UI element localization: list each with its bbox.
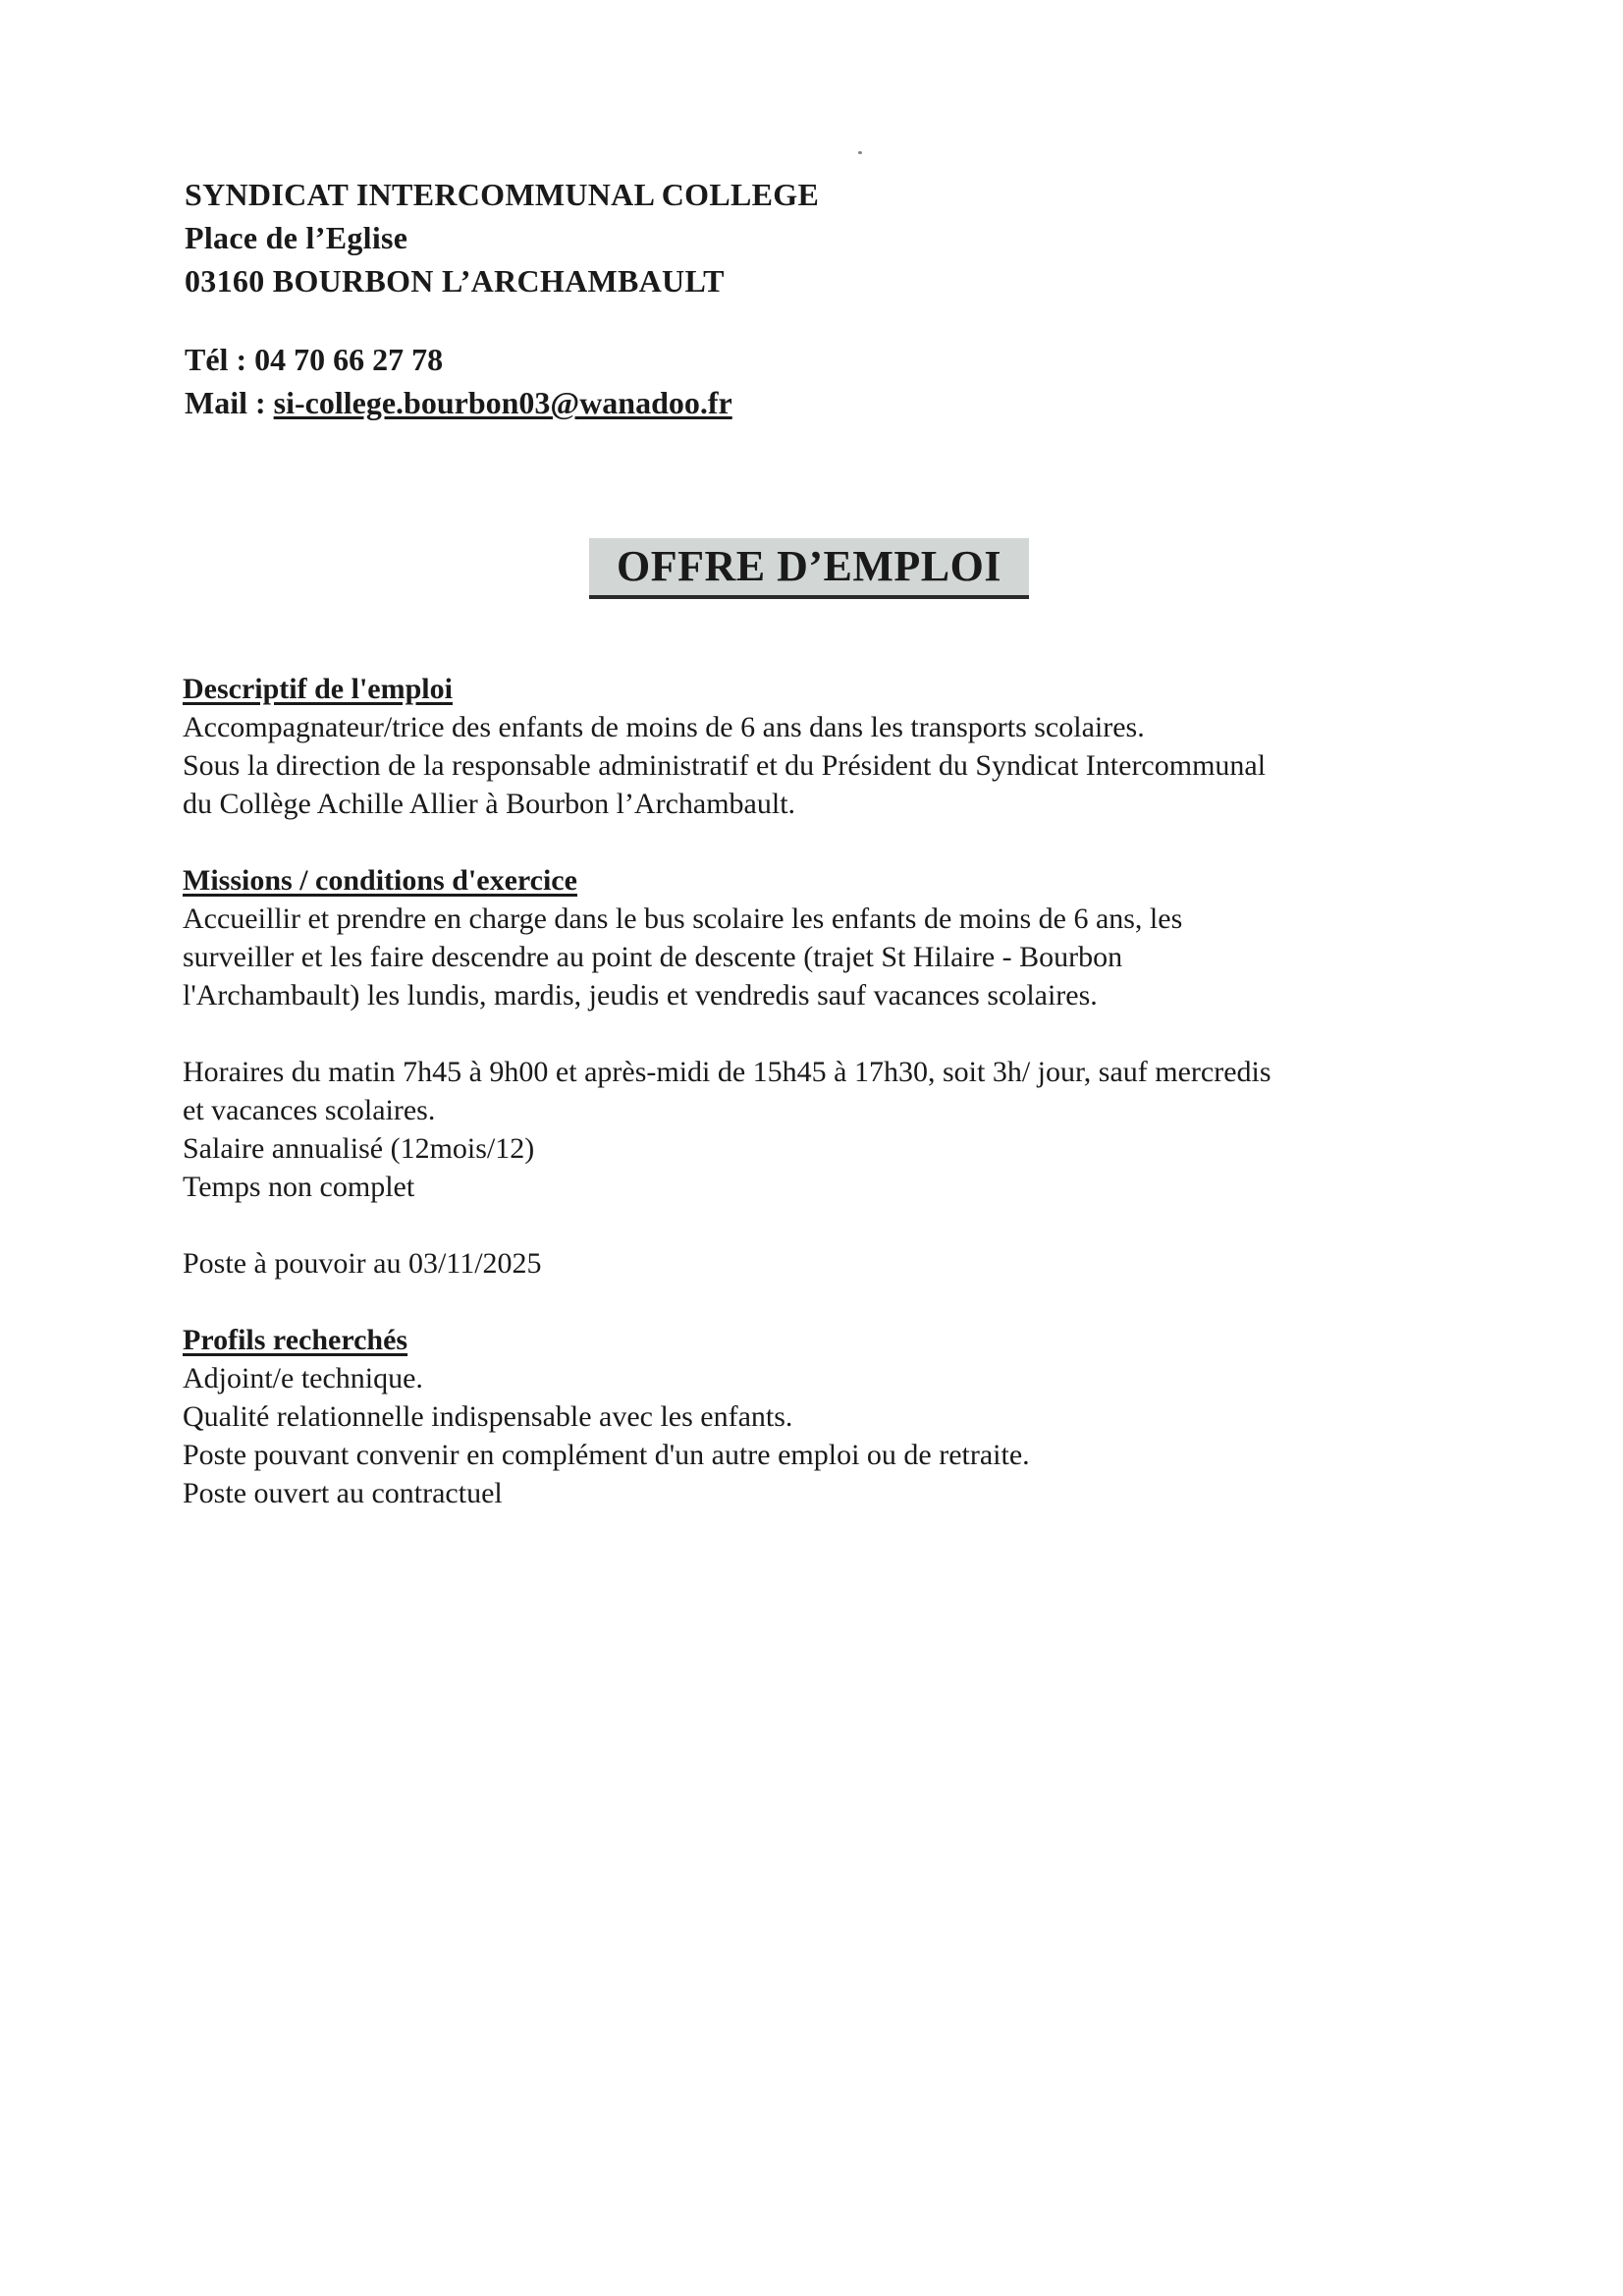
phone-line [185,338,732,381]
sender-city: 03160 BOURBON L’ARCHAMBAULT [185,263,725,299]
title-banner [589,538,1029,599]
paragraph-gap [183,1283,1459,1321]
sender-street: Place de l’Eglise [185,220,408,255]
missions-line: surveiller et les faire descendre au point de descente (trajet St Hilaire - Bourbon [183,941,1123,973]
profil-line: Adjoint/e technique. [183,1362,423,1394]
profil-line: Poste pouvant convenir en complément d'un autre emploi ou de retraite. [183,1439,1030,1471]
paragraph-gap [183,1206,1459,1244]
missions-line: l'Archambault) les lundis, mardis, jeudis et vendredis sauf vacances scolaires. [183,979,1098,1011]
mail-label: Mail : [185,385,274,420]
descriptif-line: Sous la direction de la responsable administratif et du Président du Syndicat Intercommunal [183,749,1267,782]
paragraph-gap [183,1014,1459,1053]
sender-address-block [185,173,819,302]
phone-number: 04 70 66 27 78 [254,342,444,377]
section-heading-profils: Profils recherchés [183,1324,408,1356]
salary-line: Salaire annualisé (12mois/12) [183,1132,535,1165]
work-time-line: Temps non complet [183,1171,415,1203]
phone-label: Tél : [185,342,255,377]
sender-organization: SYNDICAT INTERCOMMUNAL COLLEGE [185,177,820,212]
section-heading-descriptif: Descriptif de l'emploi [183,673,453,705]
start-date-line: Poste à pouvoir au 03/11/2025 [183,1247,542,1280]
job-offer-body [183,670,1459,1512]
mail-line [185,381,732,424]
mail-link[interactable]: si-college.bourbon03@wanadoo.fr [273,385,732,420]
profil-line: Poste ouvert au contractuel [183,1477,503,1509]
missions-line: Accueillir et prendre en charge dans le bus scolaire les enfants de moins de 6 ans, les [183,902,1183,935]
contact-block [185,338,732,424]
profil-line: Qualité relationnelle indispensable avec les enfants. [183,1400,793,1433]
paragraph-gap [183,823,1459,861]
descriptif-line: Accompagnateur/trice des enfants de moins de 6 ans dans les transports scolaires. [183,711,1145,743]
schedule-line: Horaires du matin 7h45 à 9h00 et après-midi de 15h45 à 17h30, soit 3h/ jour, sauf mercredis [183,1056,1271,1088]
page-title: OFFRE D’EMPLOI [617,542,1001,590]
schedule-line: et vacances scolaires. [183,1094,436,1126]
section-heading-missions: Missions / conditions d'exercice [183,864,577,897]
scan-speck [858,151,862,154]
descriptif-line: du Collège Achille Allier à Bourbon l’Archambault. [183,788,796,820]
